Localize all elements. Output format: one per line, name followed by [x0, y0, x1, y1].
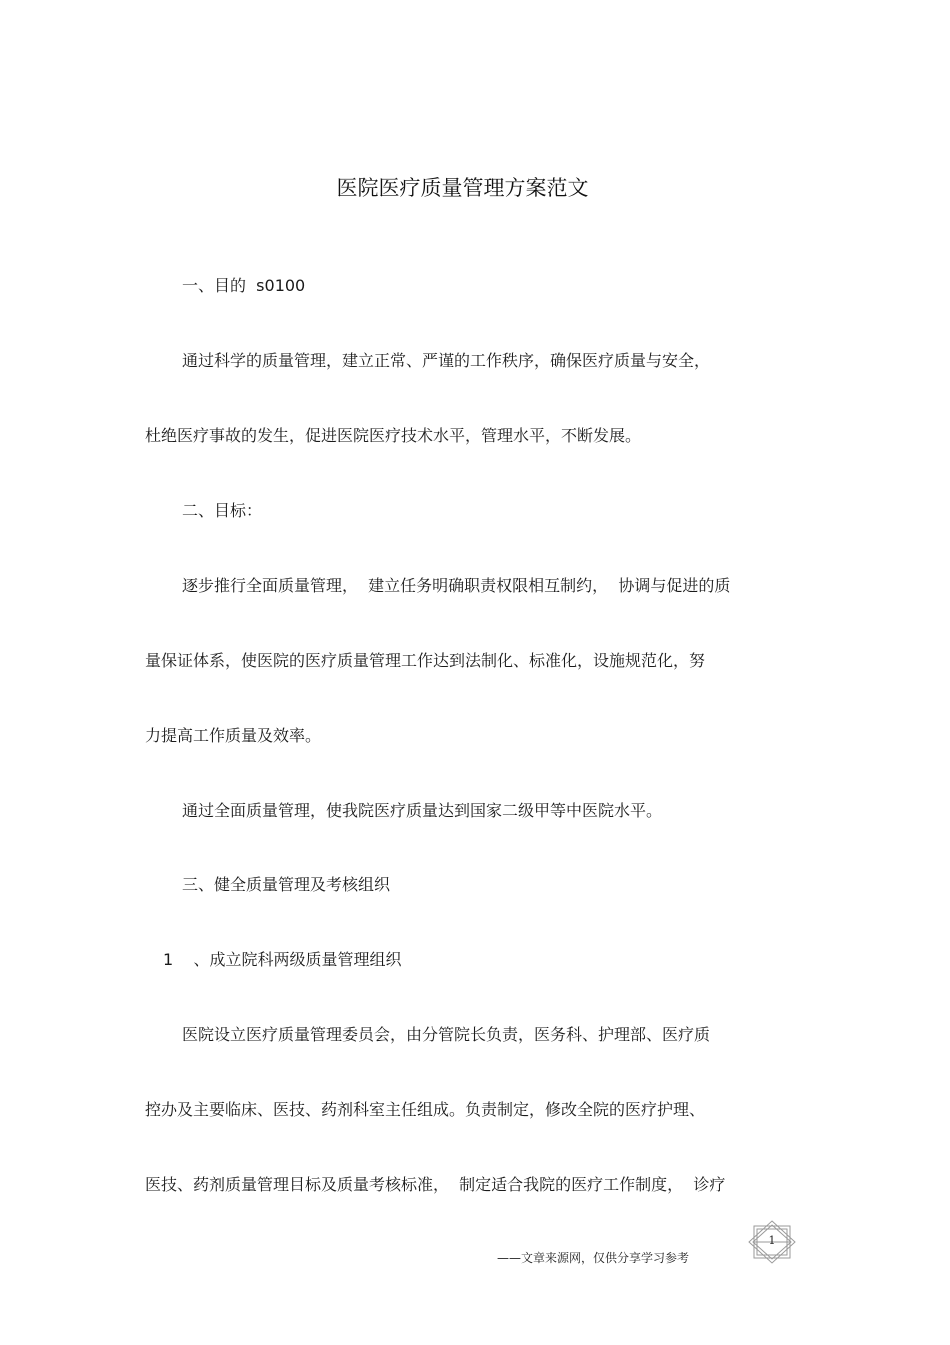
heading-organization: 三、健全质量管理及考核组织: [182, 875, 391, 894]
heading-goal: 二、目标：: [182, 501, 263, 520]
paragraph-line: 力提高工作质量及效率。: [145, 726, 322, 745]
page-number-badge: [746, 1220, 798, 1264]
paragraph-line: 医技、药剂质量管理目标及质量考核标准， 制定适合我院的医疗工作制度， 诊疗: [145, 1175, 726, 1194]
paragraph-line: 杜绝医疗事故的发生，促进医院医疗技术水平，管理水平，不断发展。: [145, 426, 642, 445]
numbered-item: 1 、成立院科两级质量管理组织: [163, 950, 402, 969]
paragraph-line: 通过全面质量管理，使我院医疗质量达到国家二级甲等中医院水平。: [182, 801, 663, 820]
document-title: 医院医疗质量管理方案范文: [336, 176, 589, 200]
paragraph-line: 医院设立医疗质量管理委员会，由分管院长负责，医务科、护理部、医疗质: [182, 1025, 711, 1044]
paragraph-line: 逐步推行全面质量管理， 建立任务明确职责权限相互制约， 协调与促进的质: [182, 576, 731, 595]
heading-purpose: 一、目的 s0100: [182, 276, 306, 295]
footer-source-note: ——文章来源网，仅供分享学习参考: [497, 1251, 690, 1265]
paragraph-line: 通过科学的质量管理，建立正常、严谨的工作秩序，确保医疗质量与安全，: [182, 351, 711, 370]
page-number: 1: [768, 1234, 776, 1247]
paragraph-line: 控办及主要临床、医技、药剂科室主任组成。负责制定，修改全院的医疗护理、: [145, 1100, 706, 1119]
paragraph-line: 量保证体系，使医院的医疗质量管理工作达到法制化、标准化，设施规范化，努: [145, 651, 706, 670]
